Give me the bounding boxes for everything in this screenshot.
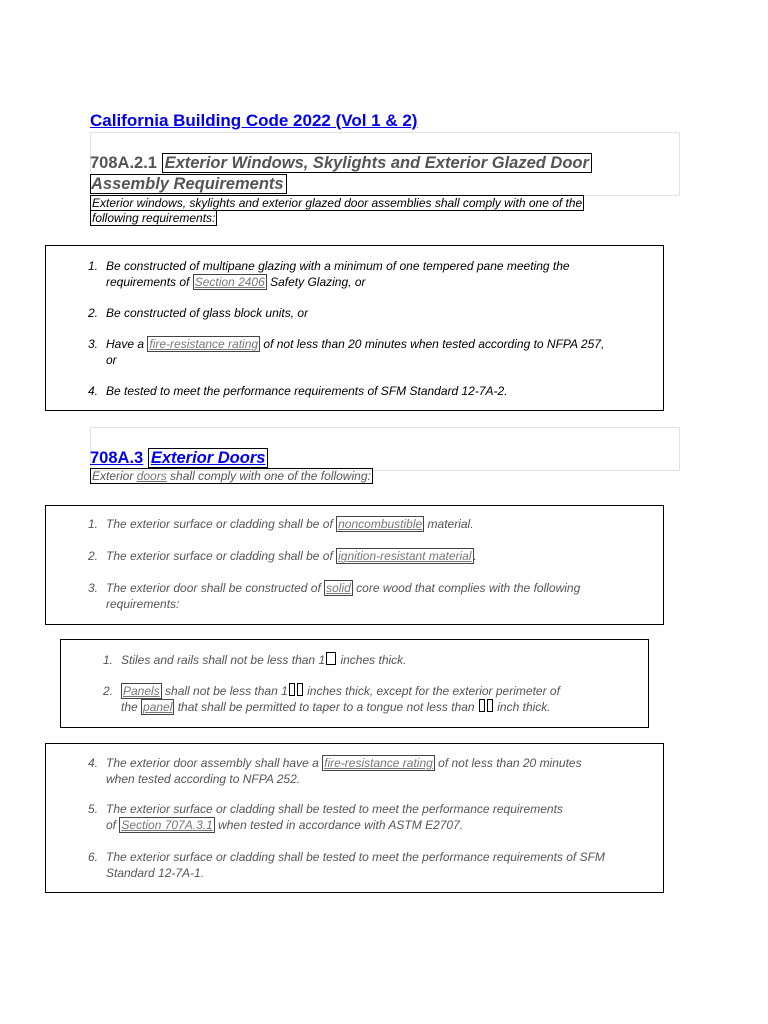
item-number: 1. — [102, 653, 113, 667]
list-item — [87, 849, 605, 881]
item-text: inch thick. — [493, 700, 551, 714]
item-text: Be constructed of multipane glazing with a minimum of one tempered pane meeting the — [106, 259, 570, 273]
item-text: of not less than 20 minutes — [434, 756, 582, 770]
item-text: Stiles and rails shall not be less than 1 — [121, 653, 326, 667]
item-text: The exterior door assembly shall have a — [106, 756, 323, 770]
intro-text: Exterior — [92, 469, 137, 483]
item-text: core wood that complies with the following — [352, 581, 581, 595]
doors-link[interactable]: doors — [136, 469, 167, 483]
section-707A-3-1-link[interactable]: Section 707A.3.1 — [121, 818, 213, 832]
doors-requirements-list — [45, 505, 664, 625]
item-text: shall not be less than 1 — [161, 684, 288, 698]
list-item — [87, 580, 581, 612]
intro-text: shall comply with one of the following: — [166, 469, 371, 483]
item-number: 4. — [87, 384, 98, 398]
fraction-glyph-icon — [289, 683, 295, 696]
intro-line: Exterior windows, skylights and exterior glazed door assemblies shall comply with one of the — [92, 196, 583, 210]
section-heading-708A-3[interactable] — [90, 448, 268, 469]
item-text: of — [106, 818, 120, 832]
panel-link[interactable]: panel — [143, 700, 173, 714]
item-number: 4. — [87, 756, 98, 770]
list-item — [102, 683, 560, 715]
fraction-glyph-icon — [326, 652, 336, 665]
item-text: Be tested to meet the performance requirements of SFM Standard 12-7A-2. — [106, 384, 508, 398]
section-title[interactable]: Exterior Doors — [148, 448, 269, 468]
item-number: 2. — [87, 306, 98, 320]
item-number: 5. — [87, 802, 98, 816]
item-text: the — [121, 700, 142, 714]
list-item — [87, 548, 477, 564]
item-number: 1. — [87, 517, 98, 531]
requirements-list — [45, 245, 664, 411]
noncombustible-link[interactable]: noncombustible — [338, 517, 423, 531]
section-number: 708A.2.1 — [90, 154, 157, 172]
panels-link[interactable]: Panels — [123, 684, 160, 698]
list-item — [87, 516, 474, 532]
item-text: Standard 12-7A-1. — [106, 866, 205, 880]
item-text: inches thick. — [337, 653, 407, 667]
section-title: Exterior Windows, Skylights and Exterior Glazed Door — [162, 153, 592, 173]
item-number: 2. — [102, 684, 113, 698]
fraction-glyph-icon — [297, 683, 303, 696]
item-number: 2. — [87, 549, 98, 563]
fire-resistance-rating-link[interactable]: fire-resistance rating — [324, 756, 433, 770]
item-text: or — [106, 353, 117, 367]
document-title-link[interactable]: California Building Code 2022 (Vol 1 & 2) — [90, 111, 418, 130]
section-title-cont: Assembly Requirements — [90, 174, 287, 194]
list-item — [87, 801, 563, 833]
item-text: Safety Glazing, or — [266, 275, 366, 289]
list-item — [102, 652, 407, 668]
item-text: material. — [424, 517, 474, 531]
solid-link[interactable]: solid — [326, 581, 351, 595]
intro-line: following requirements: — [92, 211, 216, 225]
doors-requirements-list-cont — [45, 743, 664, 893]
section-2406-link[interactable]: Section 2406 — [194, 275, 265, 289]
section-heading-708A-2-1 — [90, 153, 592, 195]
list-item — [87, 305, 309, 321]
fraction-glyph-icon — [487, 699, 493, 712]
section-number[interactable]: 708A.3 — [90, 449, 144, 467]
item-number: 3. — [87, 581, 98, 595]
item-text: inches thick, except for the exterior perimeter of — [303, 684, 560, 698]
list-item — [87, 258, 570, 290]
item-number: 6. — [87, 850, 98, 864]
item-number: 1. — [87, 259, 98, 273]
section-intro — [90, 469, 373, 484]
item-text: of not less than 20 minutes when tested according to NFPA 257, — [260, 337, 605, 351]
item-number: 3. — [87, 337, 98, 351]
item-text: . — [473, 549, 477, 563]
solid-core-sublist — [60, 639, 649, 728]
list-item — [87, 383, 508, 399]
item-text: The exterior surface or cladding shall be of — [106, 517, 337, 531]
fire-resistance-rating-link[interactable]: fire-resistance rating — [149, 337, 259, 351]
list-item — [87, 755, 582, 787]
fraction-glyph-icon — [479, 699, 485, 712]
item-text: The exterior surface or cladding shall be of — [106, 549, 337, 563]
item-text: requirements: — [106, 597, 180, 611]
item-text: The exterior door shall be constructed of — [106, 581, 325, 595]
item-text: requirements of — [106, 275, 193, 289]
item-text: The exterior surface or cladding shall be tested to meet the performance requirements of SFM — [106, 850, 605, 864]
item-text: The exterior surface or cladding shall be tested to meet the performance requirements — [106, 802, 563, 816]
ignition-resistant-material-link[interactable]: ignition-resistant material — [338, 549, 472, 563]
item-text: when tested according to NFPA 252. — [106, 772, 301, 786]
item-text: that shall be permitted to taper to a tongue not less than — [174, 700, 478, 714]
section-intro — [90, 196, 584, 226]
item-text: when tested in accordance with ASTM E2707. — [214, 818, 464, 832]
item-text: Be constructed of glass block units, or — [106, 306, 309, 320]
item-text: Have a — [106, 337, 148, 351]
list-item — [87, 336, 605, 368]
